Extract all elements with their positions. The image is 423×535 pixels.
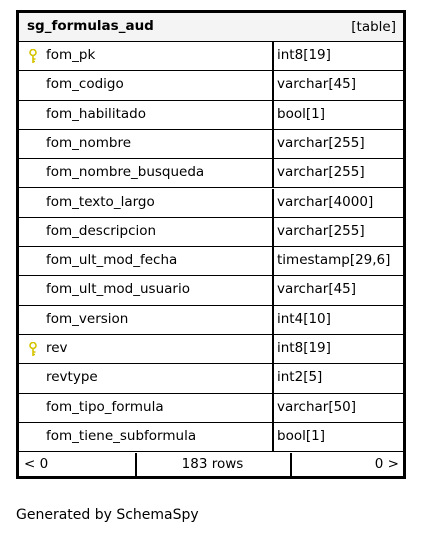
column-divider — [272, 130, 274, 158]
column-divider — [272, 335, 274, 363]
column-row[interactable] — [19, 423, 403, 452]
column-row[interactable] — [19, 130, 403, 159]
column-row[interactable] — [19, 364, 403, 393]
column-name: rev — [46, 340, 68, 356]
column-row[interactable] — [19, 159, 403, 188]
column-name: fom_codigo — [46, 76, 124, 93]
column-row[interactable] — [19, 335, 403, 364]
column-name: fom_ult_mod_usuario — [46, 281, 190, 298]
column-type: varchar[45] — [277, 76, 357, 93]
column-divider — [272, 189, 274, 217]
children-count[interactable]: 0 > — [374, 456, 399, 472]
column-row[interactable] — [19, 306, 403, 335]
column-type: int2[5] — [277, 369, 323, 386]
column-name: revtype — [46, 369, 98, 386]
column-name: fom_descripcion — [46, 222, 157, 239]
column-type: varchar[255] — [277, 164, 365, 181]
column-divider — [272, 394, 274, 422]
column-name: fom_tipo_formula — [46, 398, 164, 415]
column-row[interactable] — [19, 189, 403, 218]
column-row[interactable] — [19, 394, 403, 423]
table-node[interactable] — [16, 10, 406, 479]
column-name: fom_pk — [46, 47, 96, 63]
column-divider — [272, 159, 274, 187]
column-divider — [272, 276, 274, 304]
column-name: fom_nombre — [46, 134, 132, 151]
table-kind-label: [table] — [351, 19, 396, 35]
column-type: varchar[255] — [277, 134, 365, 151]
table-footer — [19, 453, 403, 476]
key-icon — [28, 342, 38, 358]
table-header — [19, 13, 403, 42]
table-title: sg_formulas_aud — [27, 18, 154, 34]
footer-divider — [290, 453, 292, 476]
column-type: int8[19] — [277, 340, 331, 356]
column-type: timestamp[29,6] — [277, 252, 391, 269]
column-divider — [272, 364, 274, 392]
key-icon — [28, 49, 38, 65]
column-type: int8[19] — [277, 47, 331, 63]
column-name: fom_habilitado — [46, 105, 146, 122]
generated-by-label: Generated by SchemaSpy — [16, 507, 199, 523]
column-divider — [272, 42, 274, 70]
column-divider — [272, 71, 274, 99]
column-type: varchar[255] — [277, 222, 365, 239]
column-divider — [272, 306, 274, 334]
column-divider — [272, 218, 274, 246]
column-type: int4[10] — [277, 310, 331, 327]
row-count: 183 rows — [181, 456, 244, 472]
column-divider — [272, 247, 274, 275]
column-row[interactable] — [19, 42, 403, 71]
column-row[interactable] — [19, 101, 403, 130]
parents-count[interactable]: < 0 — [24, 456, 49, 472]
column-type: bool[1] — [277, 105, 325, 122]
column-divider — [272, 101, 274, 129]
column-type: varchar[50] — [277, 398, 357, 415]
column-row[interactable] — [19, 247, 403, 276]
column-row[interactable] — [19, 218, 403, 247]
column-name: fom_texto_largo — [46, 193, 155, 210]
column-name: fom_nombre_busqueda — [46, 164, 205, 181]
column-row[interactable] — [19, 276, 403, 305]
column-type: varchar[45] — [277, 281, 357, 298]
column-type: bool[1] — [277, 427, 325, 444]
column-row[interactable] — [19, 71, 403, 100]
column-type: varchar[4000] — [277, 193, 374, 210]
column-name: fom_tiene_subformula — [46, 427, 197, 444]
column-divider — [272, 423, 274, 451]
column-name: fom_ult_mod_fecha — [46, 252, 178, 269]
column-name: fom_version — [46, 310, 129, 327]
